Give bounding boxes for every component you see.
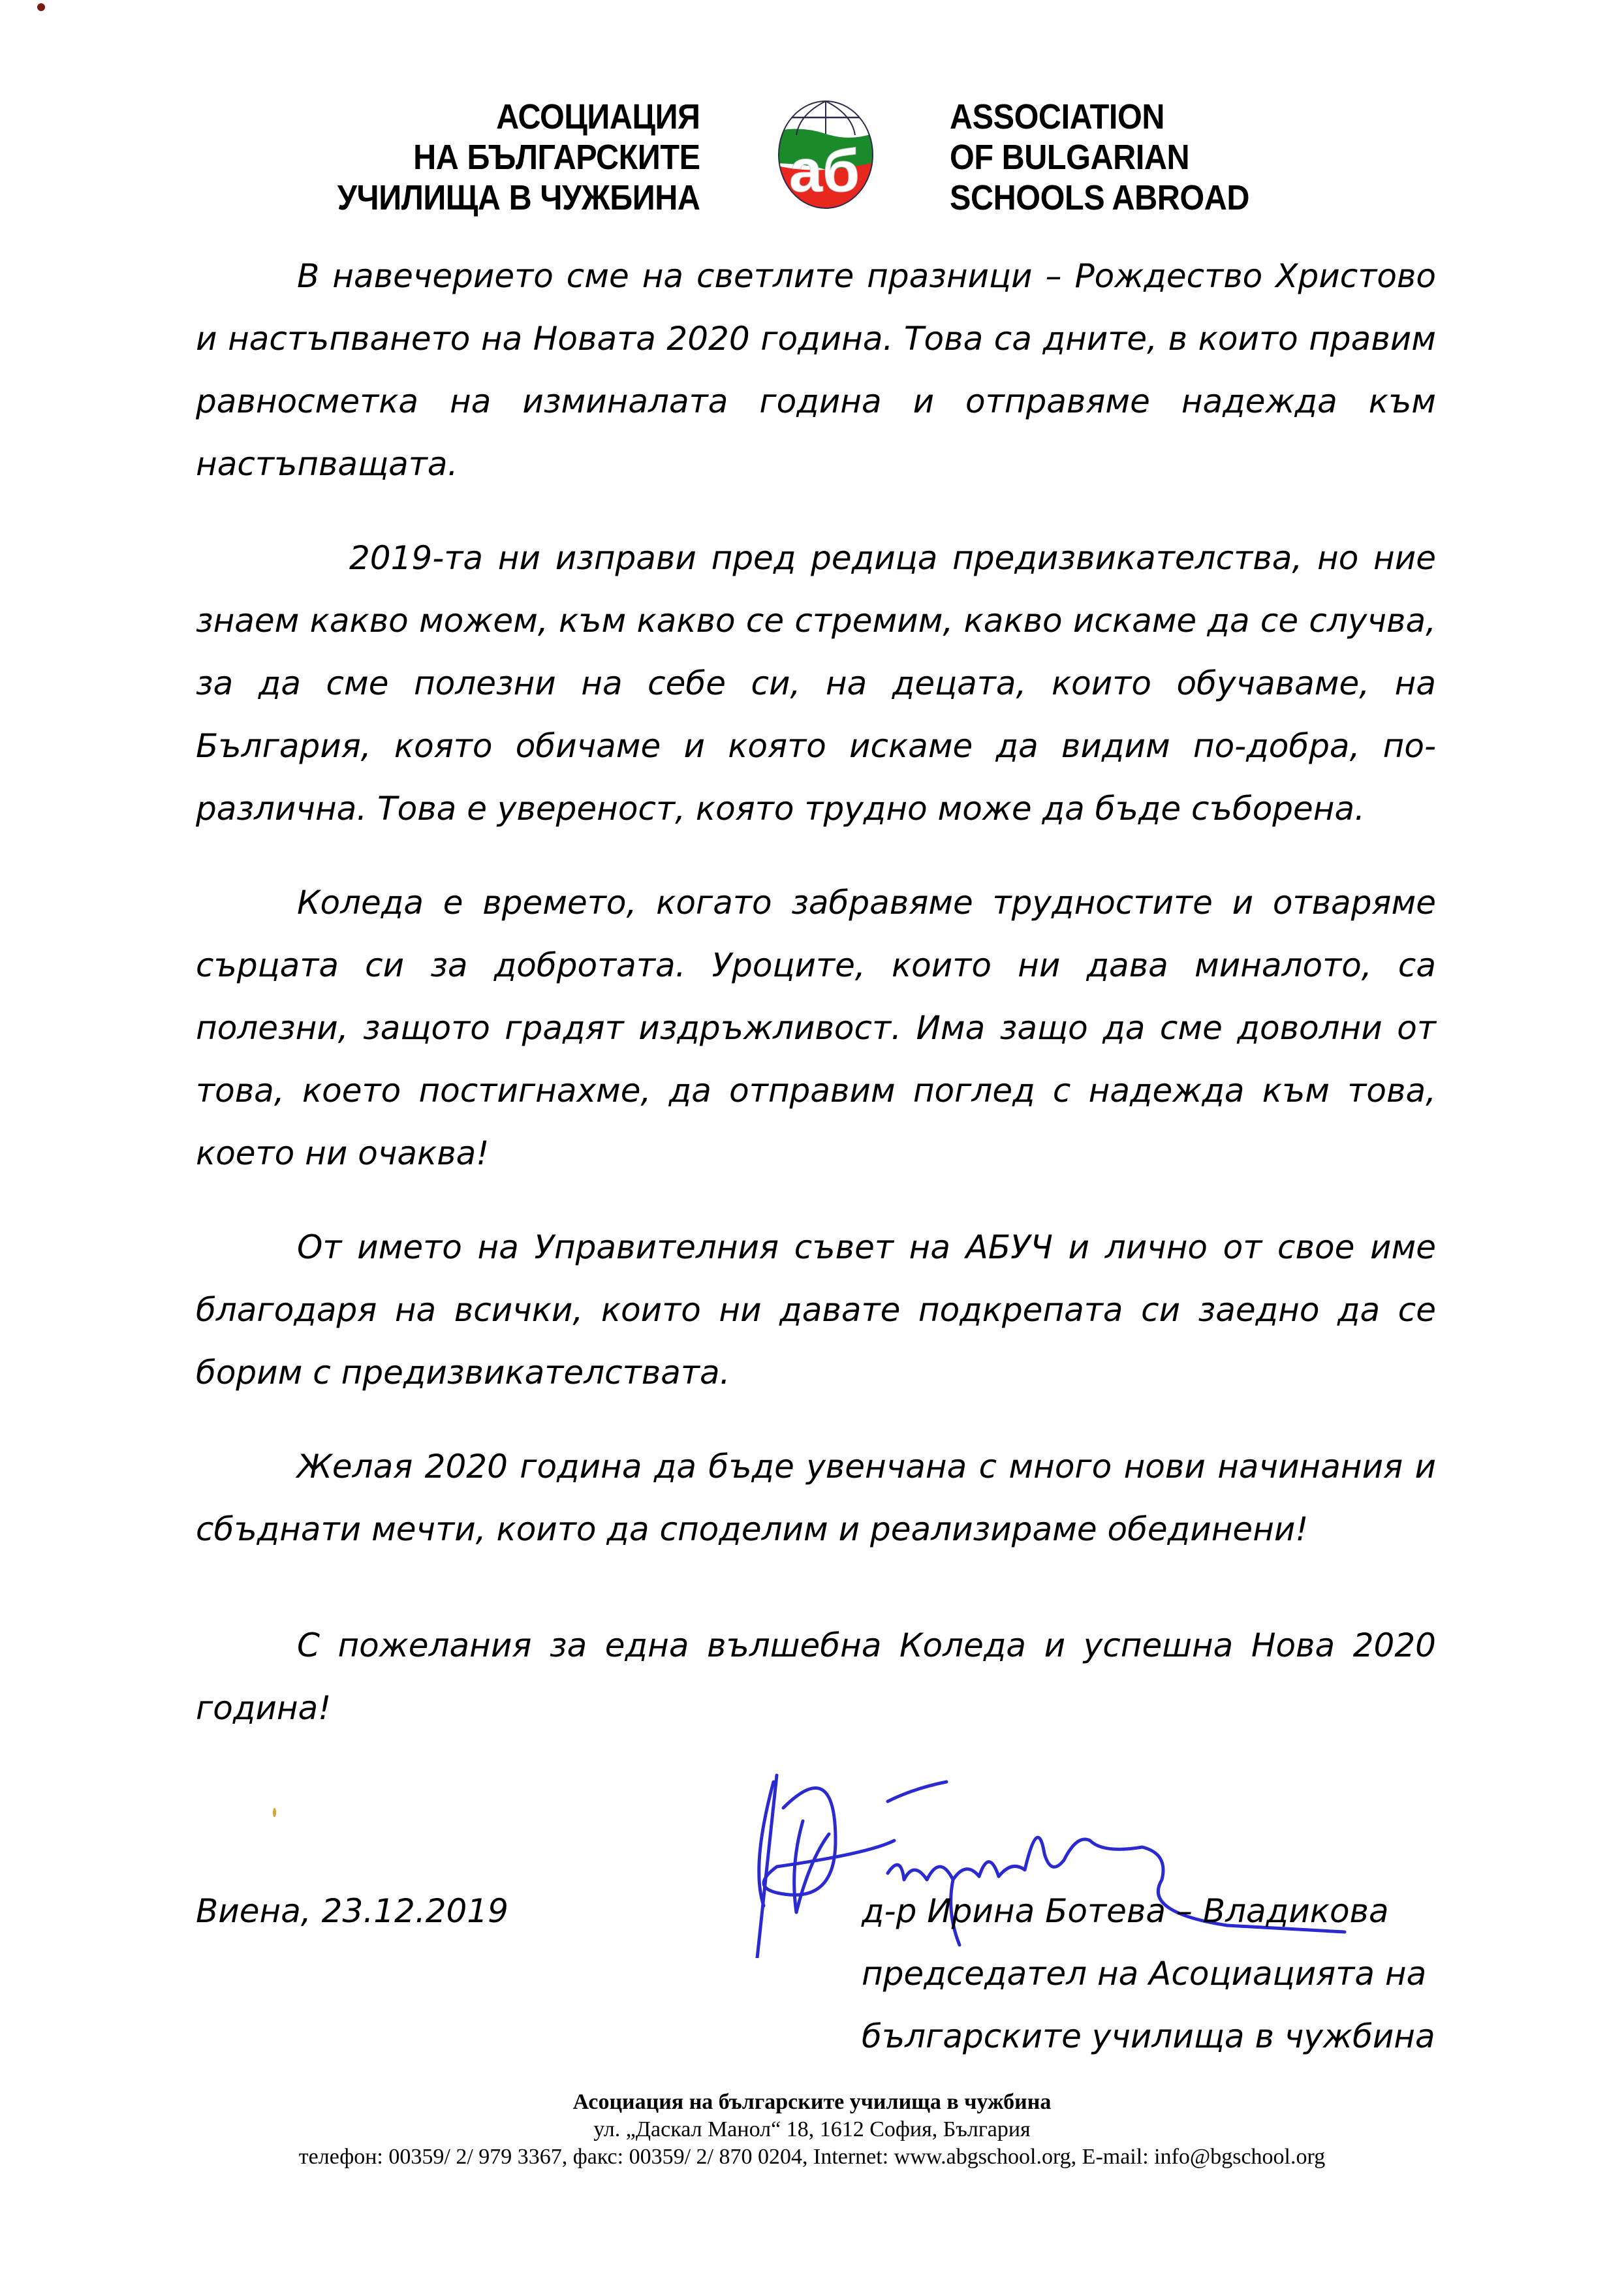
- paragraph: В навечерието сме на светлите празници – Рождество Христово и настъпването на Новата 2020 година. Това са дните, в които правим равносметка на изминалата година и отправяме надежда към настъпващата.: [196, 257, 1436, 483]
- letter-body: [196, 245, 1436, 1771]
- footer-address: ул. „Даскал Манол“ 18, 1612 София, България: [593, 2117, 1031, 2141]
- svg-text:аб: аб: [789, 138, 860, 204]
- letterhead-footer: [0, 2089, 1624, 2171]
- header-bg-line: НА БЪЛГАРСКИТЕ: [413, 138, 700, 177]
- header-en-name: [950, 97, 1249, 218]
- paragraph: От името на Управителния съвет на АБУЧ и лично от свое име благодаря на всички, които ни давате подкрепата си заедно да се борим с предизвикателствата.: [196, 1228, 1436, 1392]
- paragraph: 2019-та ни изправи пред редица предизвикателства, но ние знаем какво можем, към какво се стремим, какво искаме да се случва, за да сме полезни на себе си, на децата, които обучаваме, на България, която обичаме и която искаме да видим по-добра, по-различна. Това е увереност, която трудно може да бъде съборена.: [196, 539, 1436, 828]
- signer: [862, 1880, 1475, 2068]
- footer-contacts: телефон: 00359/ 2/ 979 3367, факс: 00359/ 2/ 870 0204, Internet: www.abgschool.org, E-mail: info@bgschool.org: [298, 2145, 1326, 2169]
- header-bg-line: УЧИЛИЩА В ЧУЖБИНА: [337, 178, 700, 217]
- signer-title: председател на Асоциацията на българските училища в чужбина: [862, 1955, 1435, 2055]
- footer-org: Асоциация на българските училища в чужбина: [572, 2090, 1052, 2114]
- header-en-line: OF BULGARIAN: [950, 138, 1190, 177]
- association-logo: [767, 95, 884, 212]
- closing-greeting: С пожелания за една вълшебна Коледа и успешна Нова 2020 година!: [196, 1626, 1436, 1727]
- signature-block: [196, 1880, 1475, 2076]
- header-en-line: ASSOCIATION: [950, 97, 1164, 136]
- place-date: Виена, 23.12.2019: [196, 1892, 508, 1930]
- header-bg-name: [337, 97, 700, 218]
- scan-speck: [273, 1808, 276, 1817]
- scan-speck: [37, 3, 45, 11]
- paragraph: Желая 2020 година да бъде увенчана с много нови начинания и сбъднати мечти, които да споделим и реализираме обединени!: [196, 1448, 1436, 1548]
- header-bg-line: АСОЦИАЦИЯ: [496, 97, 700, 136]
- signer-name: д-р Ирина Ботева – Владикова: [862, 1892, 1389, 1930]
- paragraph: Коледа е времето, когато забравяме трудностите и отваряме сърцата си за добротата. Уроците, които ни дава миналото, са полезни, защото градят издръжливост. Има защо да сме доволни от това, което постигнахме, да отправим поглед с надежда към това, което ни очаква!: [196, 884, 1436, 1172]
- header-en-line: SCHOOLS ABROAD: [950, 178, 1250, 217]
